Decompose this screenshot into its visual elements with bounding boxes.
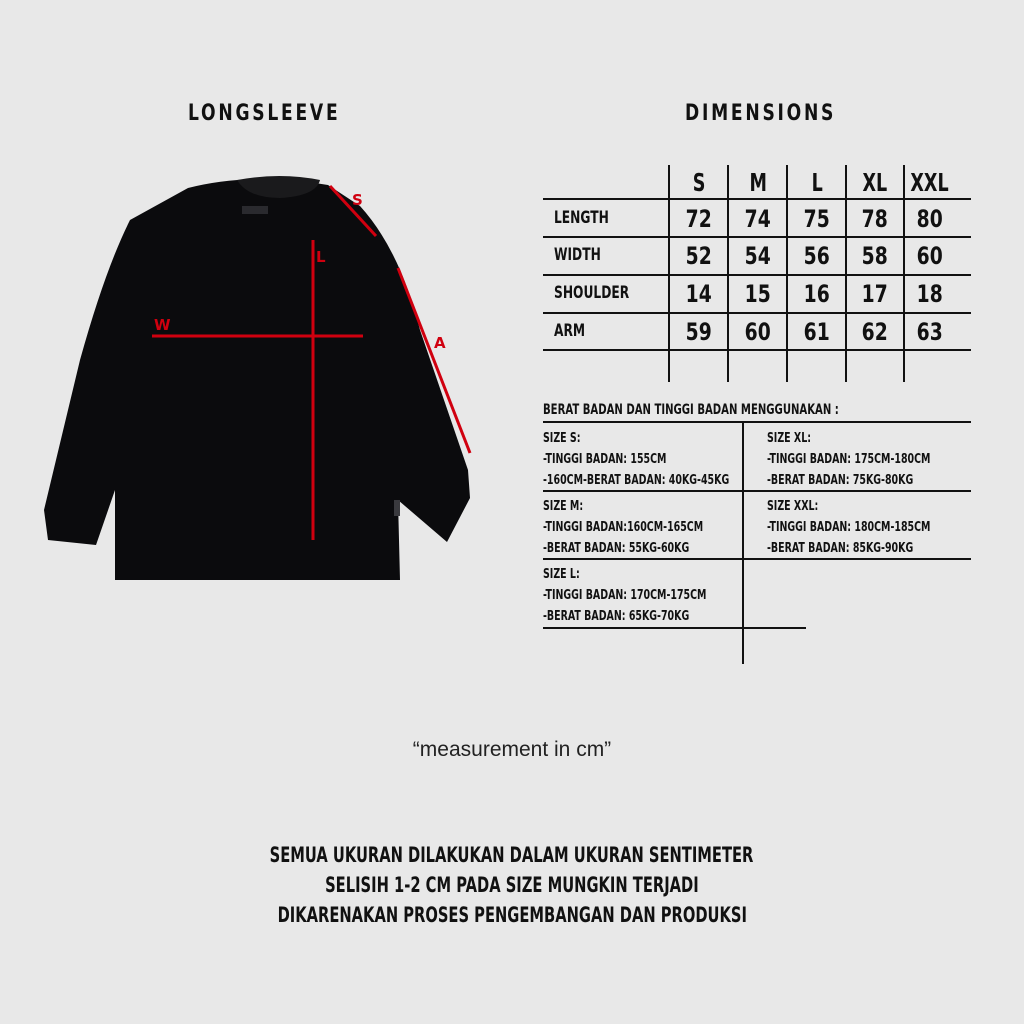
info-size-l-line2: -BERAT BADAN: 65KG-70KG [543, 608, 690, 624]
table-cell: 52 [685, 242, 713, 270]
table-rule [543, 349, 971, 351]
label-a: A [434, 334, 446, 352]
footer-line-1: SEMUA UKURAN DILAKUKAN DALAM UKURAN SENTIMETER [270, 843, 754, 867]
table-rule [543, 198, 971, 200]
info-rule [543, 421, 971, 423]
size-header: S [692, 168, 706, 197]
table-cell: 54 [744, 242, 772, 270]
size-header: XL [862, 168, 888, 197]
info-size-m-line2: -BERAT BADAN: 55KG-60KG [543, 540, 690, 556]
longsleeve-shirt-diagram [40, 175, 480, 595]
size-header: XXL [910, 168, 950, 197]
table-cell: 61 [803, 318, 831, 346]
row-label-arm: ARM [554, 321, 586, 341]
table-cell: 14 [685, 280, 713, 308]
size-header: L [811, 168, 823, 197]
table-cell: 72 [685, 205, 713, 233]
table-cell: 74 [744, 205, 772, 233]
table-cell: 56 [803, 242, 831, 270]
shirt-tag [394, 500, 400, 516]
label-l: L [316, 248, 326, 266]
info-size-xl-name: SIZE XL: [767, 430, 812, 446]
info-size-m-name: SIZE M: [543, 498, 584, 514]
info-size-s-line1: -TINGGI BADAN: 155CM [543, 451, 667, 467]
info-size-s-name: SIZE S: [543, 430, 581, 446]
info-rule [543, 627, 806, 629]
page-title-longsleeve: LONGSLEEVE [188, 101, 341, 126]
table-cell: 16 [803, 280, 831, 308]
row-label-length: LENGTH [554, 208, 609, 228]
table-cell: 75 [803, 205, 831, 233]
row-label-shoulder: SHOULDER [554, 283, 630, 303]
table-cell: 63 [916, 318, 944, 346]
info-size-s-line2: -160CM-BERAT BADAN: 40KG-45KG [543, 472, 730, 488]
size-header: M [749, 168, 767, 197]
table-cell: 15 [744, 280, 772, 308]
info-title: BERAT BADAN DAN TINGGI BADAN MENGGUNAKAN : [543, 402, 839, 418]
table-cell: 62 [861, 318, 889, 346]
table-cell: 17 [861, 280, 889, 308]
table-rule [543, 236, 971, 238]
info-size-m-line1: -TINGGI BADAN:160CM-165CM [543, 519, 704, 535]
page-title-dimensions: DIMENSIONS [685, 101, 837, 126]
info-divider [742, 421, 744, 664]
table-cell: 80 [916, 205, 944, 233]
measurement-note: “measurement in cm” [412, 738, 612, 761]
shirt-label [242, 206, 268, 214]
table-cell: 60 [744, 318, 772, 346]
table-cell: 78 [861, 205, 889, 233]
info-size-xl-line2: -BERAT BADAN: 75KG-80KG [767, 472, 914, 488]
table-cell: 59 [685, 318, 713, 346]
label-w: W [154, 316, 171, 334]
info-size-l-line1: -TINGGI BADAN: 170CM-175CM [543, 587, 707, 603]
table-rule [543, 274, 971, 276]
info-size-xxl-line1: -TINGGI BADAN: 180CM-185CM [767, 519, 931, 535]
info-rule [543, 558, 971, 560]
info-size-xl-line1: -TINGGI BADAN: 175CM-180CM [767, 451, 931, 467]
table-cell: 58 [861, 242, 889, 270]
shirt-body [44, 179, 470, 580]
table-cell: 60 [916, 242, 944, 270]
table-cell: 18 [916, 280, 944, 308]
info-size-l-name: SIZE L: [543, 566, 580, 582]
info-size-xxl-name: SIZE XXL: [767, 498, 819, 514]
info-rule [543, 490, 971, 492]
footer-line-3: DIKARENAKAN PROSES PENGEMBANGAN DAN PRODUKSI [277, 903, 747, 927]
label-s: S [352, 191, 363, 209]
footer-line-2: SELISIH 1-2 CM PADA SIZE MUNGKIN TERJADI [325, 873, 699, 897]
info-size-xxl-line2: -BERAT BADAN: 85KG-90KG [767, 540, 914, 556]
row-label-width: WIDTH [554, 245, 601, 265]
table-rule [543, 312, 971, 314]
